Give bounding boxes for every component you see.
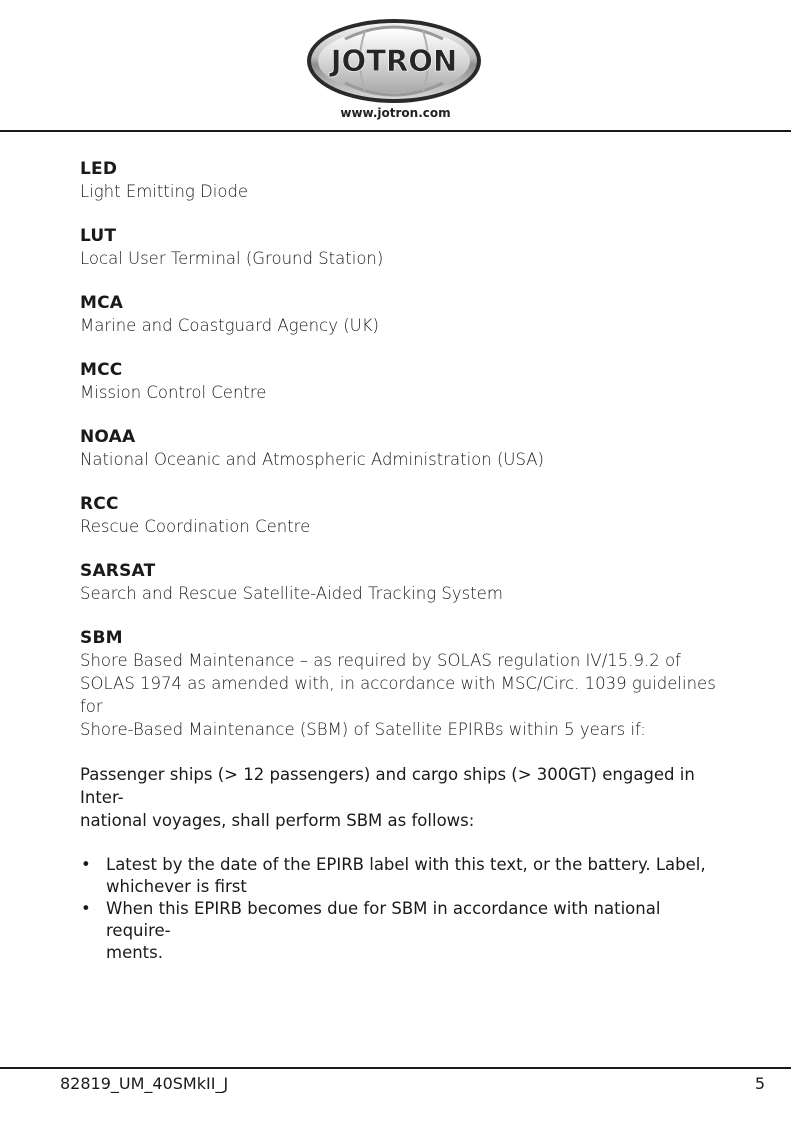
- term-sarsat: [80, 560, 720, 605]
- paragraph-line: national voyages, shall perform SBM as follows:: [80, 811, 475, 830]
- term-description: Local User Terminal (Ground Station): [80, 249, 384, 268]
- term-description-line: Shore-Based Maintenance (SBM) of Satellite EPIRBs within 5 years if:: [80, 720, 646, 739]
- page-number: 5: [754, 1074, 765, 1093]
- term-title: SARSAT: [80, 561, 156, 581]
- sbm-bullet-list: [80, 854, 720, 964]
- list-item-line: ments.: [106, 943, 163, 962]
- term-description-line: Shore Based Maintenance – as required by SOLAS regulation IV/15.9.2 of: [80, 651, 681, 670]
- bullet-icon: •: [81, 855, 91, 874]
- logo-wordmark: JOTRON: [330, 44, 458, 78]
- list-item-line: Latest by the date of the EPIRB label with this text, or the battery. Label,: [106, 855, 706, 874]
- term-description-line: SOLAS 1974 as amended with, in accordance with MSC/Circ. 1039 guidelines for: [80, 674, 716, 716]
- term-title: MCC: [80, 360, 123, 380]
- bullet-icon: •: [81, 899, 91, 918]
- list-item-line: When this EPIRB becomes due for SBM in accordance with national require-: [106, 899, 661, 940]
- term-title: LUT: [80, 226, 117, 246]
- term-description: Light Emitting Diode: [80, 182, 249, 201]
- page-header: [0, 0, 791, 131]
- term-title: MCA: [80, 293, 124, 313]
- term-title: NOAA: [80, 427, 136, 447]
- term-mcc: [80, 359, 720, 404]
- website-url: www.jotron.com: [340, 106, 451, 120]
- sbm-paragraph: [80, 763, 720, 832]
- list-item: [80, 898, 720, 964]
- jotron-logo: [305, 17, 483, 105]
- glossary-content: [80, 158, 720, 964]
- term-lut: [80, 225, 720, 270]
- paragraph-line: Passenger ships (> 12 passengers) and cargo ships (> 300GT) engaged in Inter-: [80, 765, 695, 807]
- document-id: 82819_UM_40SMkII_J: [60, 1074, 229, 1093]
- header-divider: [0, 130, 791, 132]
- term-title: LED: [80, 159, 118, 179]
- term-title: RCC: [80, 494, 119, 514]
- list-item-line: whichever is first: [106, 877, 247, 896]
- term-sbm: [80, 627, 720, 741]
- term-mca: [80, 292, 720, 337]
- term-description: Marine and Coastguard Agency (UK): [80, 316, 379, 335]
- term-description: National Oceanic and Atmospheric Administration (USA): [80, 450, 544, 469]
- term-noaa: [80, 426, 720, 471]
- term-description: Search and Rescue Satellite-Aided Tracking System: [80, 584, 503, 603]
- term-description: Mission Control Centre: [80, 383, 267, 402]
- term-rcc: [80, 493, 720, 538]
- term-description: Rescue Coordination Centre: [80, 517, 311, 536]
- term-title: SBM: [80, 628, 123, 648]
- footer-divider: [0, 1067, 791, 1069]
- term-led: [80, 158, 720, 203]
- list-item: [80, 854, 720, 898]
